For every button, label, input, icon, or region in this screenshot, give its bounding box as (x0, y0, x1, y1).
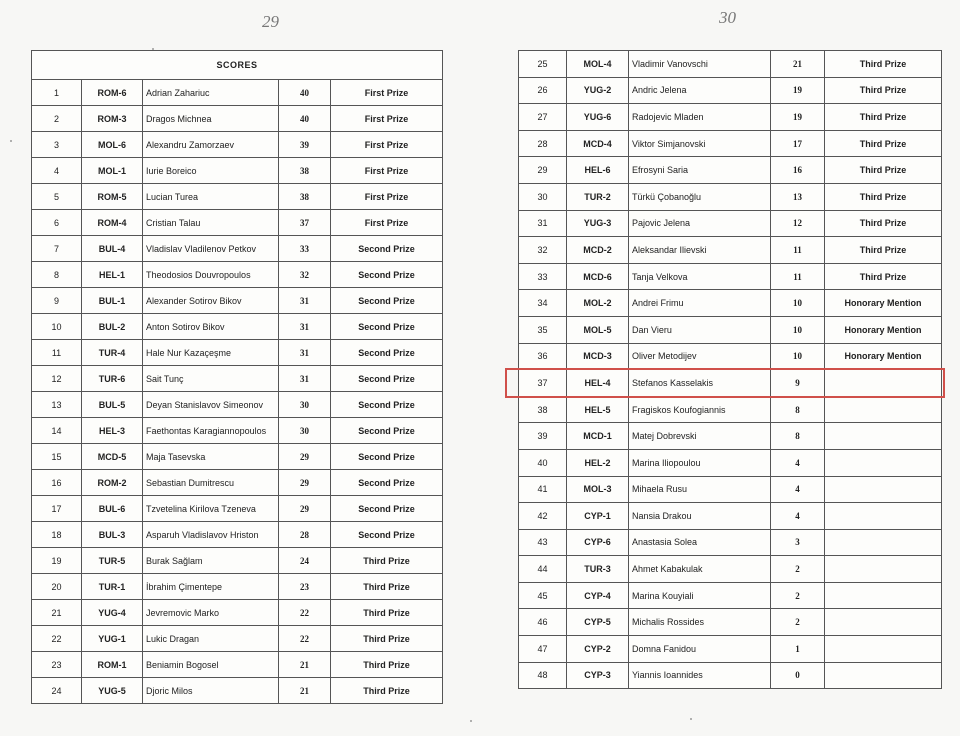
prize-cell (825, 662, 942, 689)
country-code-cell: MOL-2 (567, 290, 629, 317)
table-row (519, 582, 942, 609)
prize-cell (825, 609, 942, 636)
prize-cell: Third Prize (825, 130, 942, 157)
contestant-name-cell: Oliver Metodijev (629, 343, 771, 370)
country-code-cell: CYP-4 (567, 582, 629, 609)
country-code-cell: YUG-5 (82, 678, 143, 704)
prize-cell: Second Prize (331, 444, 443, 470)
country-code-cell: YUG-1 (82, 626, 143, 652)
rank-cell: 23 (32, 652, 82, 678)
scan-speck (152, 48, 154, 50)
rank-cell: 30 (519, 183, 567, 210)
table-row (519, 396, 942, 423)
table-row (519, 316, 942, 343)
prize-cell: Third Prize (825, 51, 942, 78)
contestant-name-cell: Djoric Milos (143, 678, 279, 704)
prize-cell: Second Prize (331, 288, 443, 314)
score-cell: 3 (771, 529, 825, 556)
country-code-cell: MCD-5 (82, 444, 143, 470)
contestant-name-cell: Lucian Turea (143, 184, 279, 210)
country-code-cell: MOL-6 (82, 132, 143, 158)
score-cell: 8 (771, 396, 825, 423)
contestant-name-cell: Pajovic Jelena (629, 210, 771, 237)
country-code-cell: ROM-3 (82, 106, 143, 132)
prize-cell (825, 556, 942, 583)
prize-cell: Third Prize (825, 263, 942, 290)
contestant-name-cell: Cristian Talau (143, 210, 279, 236)
rank-cell: 20 (32, 574, 82, 600)
prize-cell: Third Prize (825, 77, 942, 104)
prize-cell: Third Prize (825, 104, 942, 131)
table-row (519, 503, 942, 530)
country-code-cell: MOL-1 (82, 158, 143, 184)
score-cell: 21 (279, 652, 331, 678)
contestant-name-cell: Adrian Zahariuc (143, 80, 279, 106)
contestant-name-cell: Sebastian Dumitrescu (143, 470, 279, 496)
country-code-cell: ROM-4 (82, 210, 143, 236)
rank-cell: 36 (519, 343, 567, 370)
prize-cell: Second Prize (331, 262, 443, 288)
contestant-name-cell: Faethontas Karagiannopoulos (143, 418, 279, 444)
country-code-cell: TUR-1 (82, 574, 143, 600)
table-row (519, 343, 942, 370)
rank-cell: 19 (32, 548, 82, 574)
prize-cell: First Prize (331, 106, 443, 132)
contestant-name-cell: Viktor Simjanovski (629, 130, 771, 157)
country-code-cell: ROM-6 (82, 80, 143, 106)
rank-cell: 45 (519, 582, 567, 609)
scores-table-right (518, 50, 942, 689)
rank-cell: 46 (519, 609, 567, 636)
prize-cell: Third Prize (331, 652, 443, 678)
table-row (32, 496, 443, 522)
country-code-cell: BUL-6 (82, 496, 143, 522)
contestant-name-cell: İbrahim Çimentepe (143, 574, 279, 600)
prize-cell: Second Prize (331, 314, 443, 340)
prize-cell: Third Prize (331, 574, 443, 600)
rank-cell: 10 (32, 314, 82, 340)
contestant-name-cell: Türkü Çobanoğlu (629, 183, 771, 210)
country-code-cell: CYP-3 (567, 662, 629, 689)
score-cell: 31 (279, 314, 331, 340)
contestant-name-cell: Aleksandar Ilievski (629, 237, 771, 264)
contestant-name-cell: Anastasia Solea (629, 529, 771, 556)
rank-cell: 12 (32, 366, 82, 392)
rank-cell: 22 (32, 626, 82, 652)
prize-cell (825, 582, 942, 609)
contestant-name-cell: Marina Iliopoulou (629, 449, 771, 476)
contestant-name-cell: Radojevic Mladen (629, 104, 771, 131)
prize-cell: First Prize (331, 80, 443, 106)
table-row (32, 340, 443, 366)
table-row (519, 51, 942, 78)
rank-cell: 38 (519, 396, 567, 423)
table-row (519, 529, 942, 556)
country-code-cell: ROM-2 (82, 470, 143, 496)
score-cell: 22 (279, 626, 331, 652)
country-code-cell: YUG-3 (567, 210, 629, 237)
table-row (519, 449, 942, 476)
rank-cell: 15 (32, 444, 82, 470)
contestant-name-cell: Tanja Velkova (629, 263, 771, 290)
table-row (519, 636, 942, 663)
country-code-cell: BUL-5 (82, 392, 143, 418)
country-code-cell: BUL-3 (82, 522, 143, 548)
contestant-name-cell: Iurie Boreico (143, 158, 279, 184)
score-cell: 37 (279, 210, 331, 236)
contestant-name-cell: Tzvetelina Kirilova Tzeneva (143, 496, 279, 522)
table-row (32, 132, 443, 158)
table-row (519, 237, 942, 264)
country-code-cell: MCD-2 (567, 237, 629, 264)
contestant-name-cell: Domna Fanidou (629, 636, 771, 663)
prize-cell: Third Prize (331, 626, 443, 652)
rank-cell: 26 (519, 77, 567, 104)
score-cell: 33 (279, 236, 331, 262)
table-row (519, 423, 942, 450)
table-row (32, 366, 443, 392)
country-code-cell: MCD-6 (567, 263, 629, 290)
rank-cell: 13 (32, 392, 82, 418)
prize-cell (825, 449, 942, 476)
table-row (519, 130, 942, 157)
table-row (519, 210, 942, 237)
country-code-cell: MOL-3 (567, 476, 629, 503)
table-row (32, 236, 443, 262)
country-code-cell: YUG-4 (82, 600, 143, 626)
prize-cell: Second Prize (331, 340, 443, 366)
country-code-cell: HEL-4 (567, 370, 629, 397)
contestant-name-cell: Burak Sağlam (143, 548, 279, 574)
contestant-name-cell: Ahmet Kabakulak (629, 556, 771, 583)
country-code-cell: ROM-1 (82, 652, 143, 678)
country-code-cell: BUL-1 (82, 288, 143, 314)
contestant-name-cell: Vladislav Vladilenov Petkov (143, 236, 279, 262)
table-row (32, 418, 443, 444)
prize-cell: First Prize (331, 158, 443, 184)
contestant-name-cell: Deyan Stanislavov Simeonov (143, 392, 279, 418)
score-cell: 8 (771, 423, 825, 450)
score-cell: 29 (279, 444, 331, 470)
country-code-cell: BUL-2 (82, 314, 143, 340)
rank-cell: 21 (32, 600, 82, 626)
prize-cell: Second Prize (331, 392, 443, 418)
country-code-cell: TUR-4 (82, 340, 143, 366)
score-cell: 10 (771, 316, 825, 343)
rank-cell: 14 (32, 418, 82, 444)
score-cell: 38 (279, 158, 331, 184)
table-row (32, 678, 443, 704)
score-cell: 24 (279, 548, 331, 574)
rank-cell: 5 (32, 184, 82, 210)
table-row (519, 104, 942, 131)
score-cell: 1 (771, 636, 825, 663)
score-cell: 9 (771, 370, 825, 397)
prize-cell (825, 636, 942, 663)
table-row (32, 574, 443, 600)
score-cell: 22 (279, 600, 331, 626)
score-cell: 19 (771, 104, 825, 131)
rank-cell: 8 (32, 262, 82, 288)
table-row (32, 470, 443, 496)
rank-cell: 40 (519, 449, 567, 476)
country-code-cell: YUG-6 (567, 104, 629, 131)
prize-cell: Second Prize (331, 470, 443, 496)
prize-cell: Third Prize (331, 678, 443, 704)
contestant-name-cell: Theodosios Douvropoulos (143, 262, 279, 288)
rank-cell: 48 (519, 662, 567, 689)
rank-cell: 25 (519, 51, 567, 78)
rank-cell: 37 (519, 370, 567, 397)
score-cell: 16 (771, 157, 825, 184)
score-cell: 39 (279, 132, 331, 158)
contestant-name-cell: Mihaela Rusu (629, 476, 771, 503)
prize-cell: Third Prize (331, 600, 443, 626)
rank-cell: 27 (519, 104, 567, 131)
table-row (32, 600, 443, 626)
country-code-cell: TUR-3 (567, 556, 629, 583)
contestant-name-cell: Maja Tasevska (143, 444, 279, 470)
contestant-name-cell: Hale Nur Kazaçeşme (143, 340, 279, 366)
table-row (519, 290, 942, 317)
rank-cell: 43 (519, 529, 567, 556)
table-row (32, 548, 443, 574)
country-code-cell: MCD-1 (567, 423, 629, 450)
table-row (519, 609, 942, 636)
rank-cell: 32 (519, 237, 567, 264)
score-cell: 30 (279, 392, 331, 418)
prize-cell (825, 370, 942, 397)
scan-speck (470, 720, 472, 722)
table-row (32, 210, 443, 236)
score-cell: 40 (279, 106, 331, 132)
score-cell: 29 (279, 496, 331, 522)
prize-cell: Second Prize (331, 366, 443, 392)
contestant-name-cell: Michalis Rossides (629, 609, 771, 636)
table-row (32, 80, 443, 106)
prize-cell: Honorary Mention (825, 316, 942, 343)
rank-cell: 39 (519, 423, 567, 450)
rank-cell: 18 (32, 522, 82, 548)
scores-title-row (32, 51, 443, 80)
prize-cell: Honorary Mention (825, 343, 942, 370)
score-cell: 11 (771, 237, 825, 264)
rank-cell: 6 (32, 210, 82, 236)
score-cell: 21 (279, 678, 331, 704)
contestant-name-cell: Andric Jelena (629, 77, 771, 104)
prize-cell: First Prize (331, 184, 443, 210)
score-cell: 23 (279, 574, 331, 600)
prize-cell: Second Prize (331, 236, 443, 262)
rank-cell: 41 (519, 476, 567, 503)
country-code-cell: TUR-6 (82, 366, 143, 392)
country-code-cell: YUG-2 (567, 77, 629, 104)
prize-cell: Third Prize (825, 157, 942, 184)
prize-cell (825, 529, 942, 556)
table-row (32, 184, 443, 210)
prize-cell (825, 423, 942, 450)
prize-cell: Second Prize (331, 418, 443, 444)
scores-title: SCORES (32, 51, 443, 80)
country-code-cell: CYP-6 (567, 529, 629, 556)
contestant-name-cell: Matej Dobrevski (629, 423, 771, 450)
rank-cell: 3 (32, 132, 82, 158)
country-code-cell: HEL-5 (567, 396, 629, 423)
prize-cell: First Prize (331, 210, 443, 236)
table-row (519, 77, 942, 104)
rank-cell: 29 (519, 157, 567, 184)
table-row (519, 183, 942, 210)
prize-cell: Third Prize (825, 237, 942, 264)
contestant-name-cell: Dragos Michnea (143, 106, 279, 132)
score-cell: 17 (771, 130, 825, 157)
table-row (519, 370, 942, 397)
prize-cell: First Prize (331, 132, 443, 158)
country-code-cell: MCD-4 (567, 130, 629, 157)
table-row (519, 263, 942, 290)
score-cell: 2 (771, 609, 825, 636)
table-row (519, 662, 942, 689)
country-code-cell: TUR-5 (82, 548, 143, 574)
score-cell: 4 (771, 449, 825, 476)
rank-cell: 17 (32, 496, 82, 522)
score-cell: 12 (771, 210, 825, 237)
country-code-cell: ROM-5 (82, 184, 143, 210)
country-code-cell: CYP-5 (567, 609, 629, 636)
rank-cell: 34 (519, 290, 567, 317)
table-row (32, 522, 443, 548)
contestant-name-cell: Nansia Drakou (629, 503, 771, 530)
table-row (32, 652, 443, 678)
score-cell: 13 (771, 183, 825, 210)
table-row (32, 392, 443, 418)
contestant-name-cell: Alexander Sotirov Bikov (143, 288, 279, 314)
country-code-cell: HEL-3 (82, 418, 143, 444)
contestant-name-cell: Lukic Dragan (143, 626, 279, 652)
country-code-cell: TUR-2 (567, 183, 629, 210)
score-cell: 21 (771, 51, 825, 78)
score-cell: 31 (279, 366, 331, 392)
rank-cell: 11 (32, 340, 82, 366)
country-code-cell: HEL-2 (567, 449, 629, 476)
contestant-name-cell: Fragiskos Koufogiannis (629, 396, 771, 423)
score-cell: 38 (279, 184, 331, 210)
contestant-name-cell: Stefanos Kasselakis (629, 370, 771, 397)
table-row (32, 288, 443, 314)
rank-cell: 9 (32, 288, 82, 314)
contestant-name-cell: Sait Tunç (143, 366, 279, 392)
country-code-cell: HEL-6 (567, 157, 629, 184)
country-code-cell: BUL-4 (82, 236, 143, 262)
rank-cell: 31 (519, 210, 567, 237)
country-code-cell: MOL-5 (567, 316, 629, 343)
page-number-right: 30 (719, 8, 736, 27)
score-cell: 10 (771, 343, 825, 370)
rank-cell: 28 (519, 130, 567, 157)
rank-cell: 4 (32, 158, 82, 184)
contestant-name-cell: Marina Kouyiali (629, 582, 771, 609)
contestant-name-cell: Anton Sotirov Bikov (143, 314, 279, 340)
table-row (32, 106, 443, 132)
contestant-name-cell: Jevremovic Marko (143, 600, 279, 626)
contestant-name-cell: Asparuh Vladislavov Hriston (143, 522, 279, 548)
rank-cell: 35 (519, 316, 567, 343)
score-cell: 2 (771, 556, 825, 583)
contestant-name-cell: Vladimir Vanovschi (629, 51, 771, 78)
rank-cell: 16 (32, 470, 82, 496)
prize-cell: Second Prize (331, 496, 443, 522)
score-cell: 29 (279, 470, 331, 496)
score-cell: 11 (771, 263, 825, 290)
score-cell: 4 (771, 503, 825, 530)
contestant-name-cell: Beniamin Bogosel (143, 652, 279, 678)
score-cell: 2 (771, 582, 825, 609)
contestant-name-cell: Dan Vieru (629, 316, 771, 343)
country-code-cell: MOL-4 (567, 51, 629, 78)
prize-cell: Honorary Mention (825, 290, 942, 317)
table-row (32, 158, 443, 184)
rank-cell: 7 (32, 236, 82, 262)
score-cell: 0 (771, 662, 825, 689)
rank-cell: 42 (519, 503, 567, 530)
contestant-name-cell: Efrosyni Saria (629, 157, 771, 184)
score-cell: 19 (771, 77, 825, 104)
score-cell: 32 (279, 262, 331, 288)
score-cell: 40 (279, 80, 331, 106)
country-code-cell: CYP-1 (567, 503, 629, 530)
table-row (519, 556, 942, 583)
table-row (32, 444, 443, 470)
table-row (32, 314, 443, 340)
score-cell: 31 (279, 288, 331, 314)
prize-cell: Third Prize (825, 210, 942, 237)
country-code-cell: CYP-2 (567, 636, 629, 663)
rank-cell: 2 (32, 106, 82, 132)
prize-cell (825, 476, 942, 503)
table-row (519, 157, 942, 184)
table-row (519, 476, 942, 503)
prize-cell: Third Prize (825, 183, 942, 210)
rank-cell: 24 (32, 678, 82, 704)
score-cell: 30 (279, 418, 331, 444)
prize-cell: Second Prize (331, 522, 443, 548)
table-row (32, 262, 443, 288)
rank-cell: 44 (519, 556, 567, 583)
prize-cell (825, 503, 942, 530)
scan-speck (10, 140, 12, 142)
contestant-name-cell: Alexandru Zamorzaev (143, 132, 279, 158)
rank-cell: 47 (519, 636, 567, 663)
contestant-name-cell: Yiannis Ioannides (629, 662, 771, 689)
rank-cell: 1 (32, 80, 82, 106)
prize-cell: Third Prize (331, 548, 443, 574)
score-cell: 31 (279, 340, 331, 366)
rank-cell: 33 (519, 263, 567, 290)
page-number-left: 29 (262, 12, 279, 31)
score-cell: 10 (771, 290, 825, 317)
contestant-name-cell: Andrei Frimu (629, 290, 771, 317)
score-cell: 4 (771, 476, 825, 503)
country-code-cell: HEL-1 (82, 262, 143, 288)
scores-table-left (31, 50, 443, 704)
table-row (32, 626, 443, 652)
country-code-cell: MCD-3 (567, 343, 629, 370)
score-cell: 28 (279, 522, 331, 548)
scan-speck (690, 718, 692, 720)
prize-cell (825, 396, 942, 423)
